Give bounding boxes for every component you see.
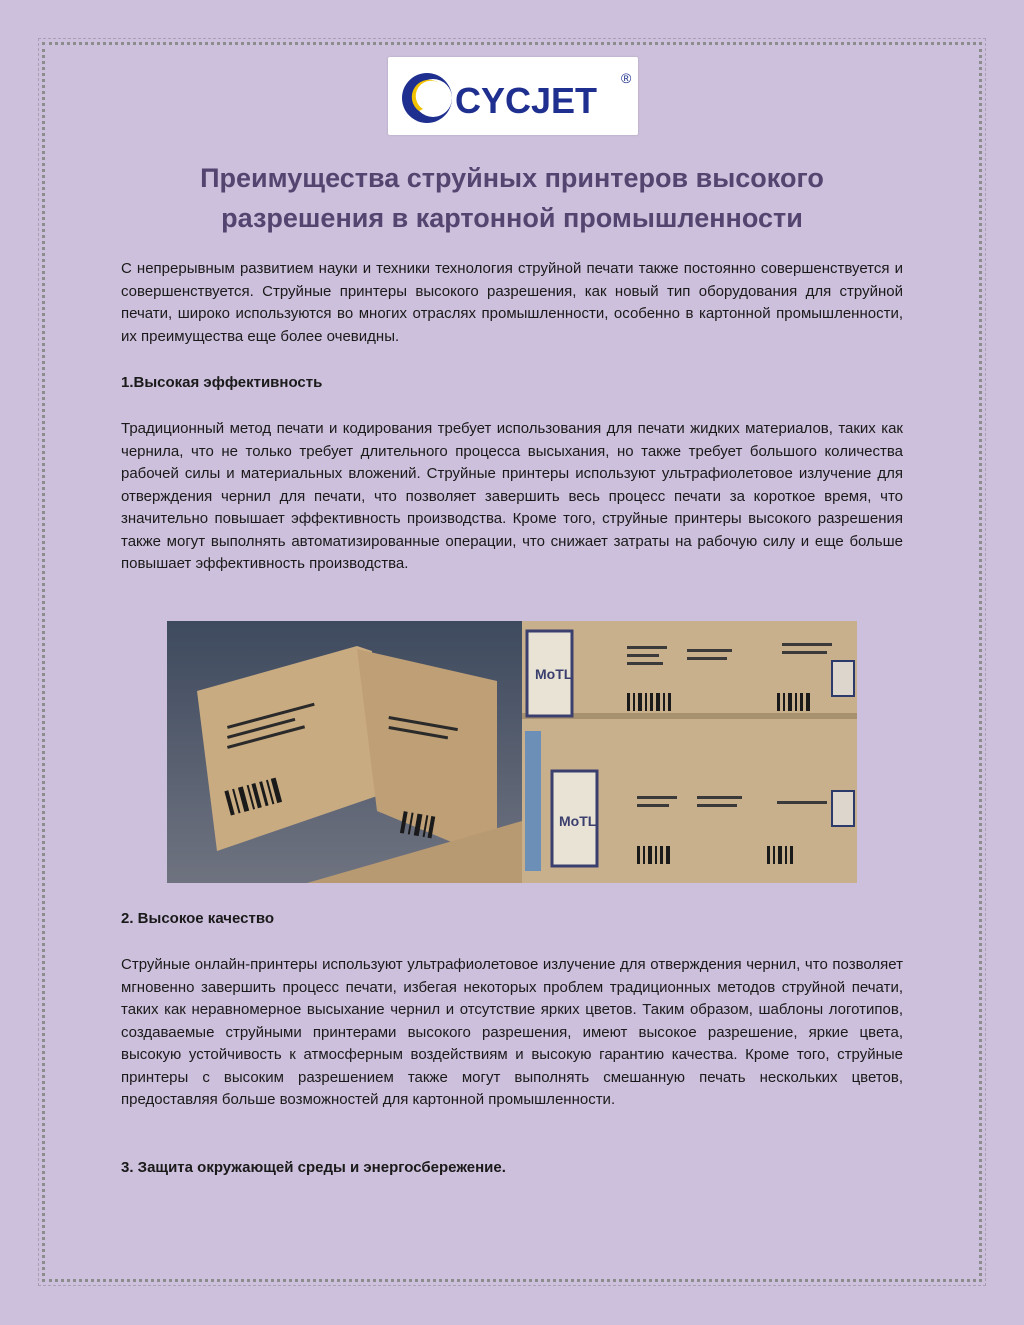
title-line-2: разрешения в картонной промышленности — [221, 203, 803, 233]
box-label-top: MoTL — [535, 666, 573, 682]
title-line-1: Преимущества струйных принтеров высокого — [200, 163, 824, 193]
cardboard-boxes-photo — [167, 621, 857, 883]
section-1-heading: 1.Высокая эффективность — [121, 374, 323, 391]
box-label-bottom: MoTL — [559, 813, 597, 829]
cardboard-photo-illustration — [167, 621, 857, 883]
cycjet-logo — [388, 57, 638, 135]
page-title — [100, 158, 924, 238]
logo-text: CYCJET — [455, 80, 598, 121]
registered-mark: ® — [621, 70, 632, 86]
section-1-paragraph: Традиционный метод печати и кодирования требует использования для печати жидких материалов, таких как чернила, что не только требует длительного процесса высыхания, но также требует большого количества рабочей силы и материальных вложений. Струйные принтеры используют ультрафиолетовое излучение для отверждения чернил для печати, что позволяет завершить весь процесс печати за короткое время, что значительно повышает эффективность производства. Кроме того, струйные принтеры высокого разрешения также могут выполнять автоматизированные операции, что снижает затраты на рабочую силу и еще больше повышает эффективность производства. — [121, 420, 903, 572]
section-2-paragraph: Струйные онлайн-принтеры используют ультрафиолетовое излучение для отверждения чернил, что позволяет мгновенно завершить процесс печати, избегая некоторых проблем традиционных методов струйной печати, таких как неравномерное высыхание чернил и отсутствие ярких цветов. Таким образом, шаблоны логотипов, создаваемые струйными принтерами высокого разрешения, имеют высокое разрешение, яркие цвета, высокую устойчивость к атмосферным воздействиям и высокую гарантию качества. Кроме того, струйные принтеры с высоким разрешением также могут выполнять смешанную печать нескольких цветов, предоставляя больше возможностей для картонной промышленности. — [121, 956, 903, 1108]
cycjet-logo-mark — [393, 61, 633, 131]
section-2-heading: 2. Высокое качество — [121, 910, 275, 927]
intro-paragraph: С непрерывным развитием науки и техники технология струйной печати также постоянно совершенствуется и совершенствуется. Струйные принтеры высокого разрешения, как новый тип оборудования для струйной печати, широко используются во многих отраслях промышленности, особенно в картонной промышленности, их преимущества еще более очевидны. — [121, 260, 903, 345]
section-3-heading: 3. Защита окружающей среды и энергосбережение. — [121, 1159, 506, 1176]
